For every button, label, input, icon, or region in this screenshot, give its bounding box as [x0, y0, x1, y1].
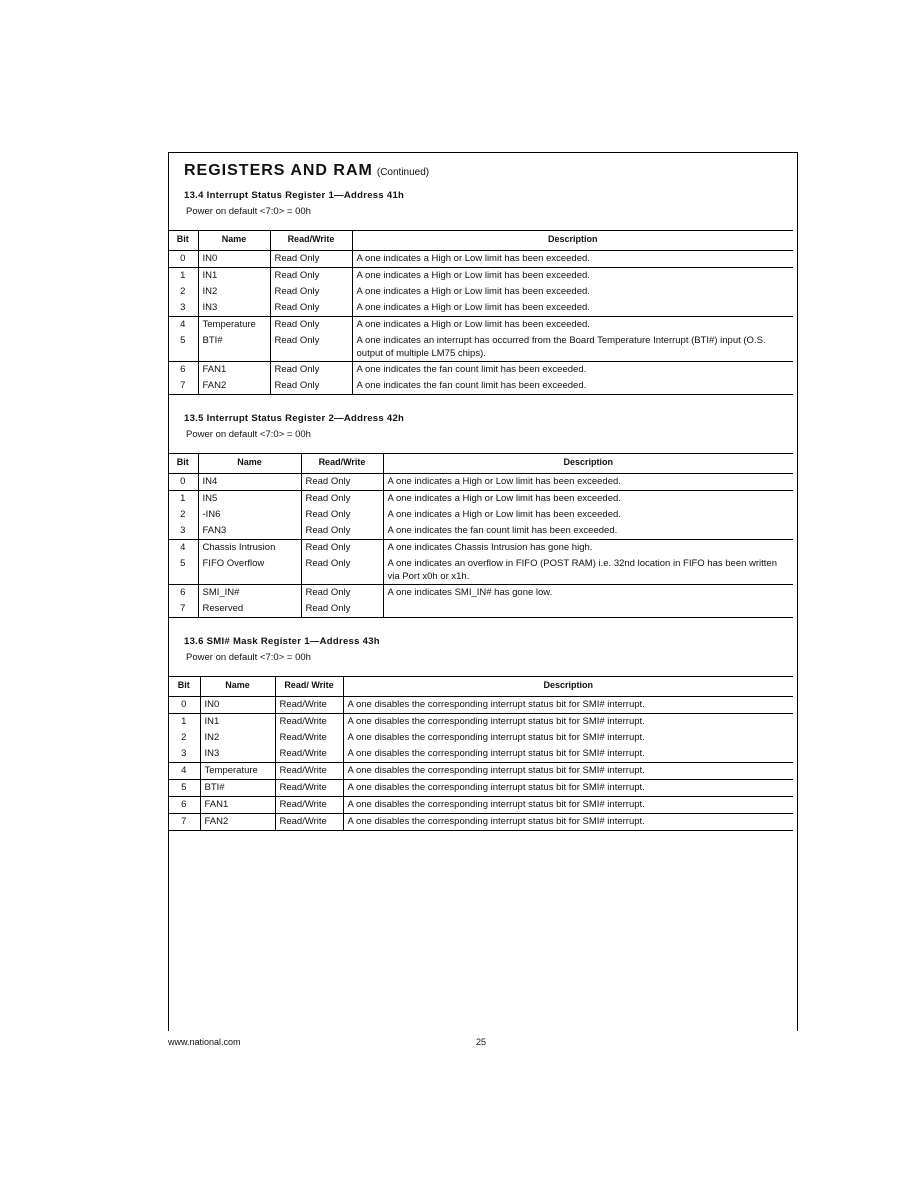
cell-name: SMI_IN# — [198, 585, 301, 602]
cell-rw: Read Only — [270, 268, 352, 285]
section-heading: 13.4 Interrupt Status Register 1—Address 41h — [184, 190, 405, 201]
cell-bit: 5 — [180, 558, 186, 569]
cell-rw: Read/Write — [275, 714, 343, 731]
cell-rw: Read Only — [270, 333, 352, 362]
table-row — [168, 797, 793, 814]
cell-rw: Read Only — [301, 540, 383, 557]
table-row — [168, 300, 793, 317]
cell-bit: 5 — [168, 780, 200, 797]
table-row — [168, 491, 793, 508]
table-row — [168, 333, 793, 362]
cell-name: Temperature — [200, 763, 275, 780]
cell-name: -IN6 — [198, 507, 301, 523]
cell-rw: Read Only — [301, 601, 383, 618]
table-row — [168, 474, 793, 491]
table-row — [168, 730, 793, 746]
cell-name: Chassis Intrusion — [198, 540, 301, 557]
column-header-desc: Description — [352, 231, 793, 251]
cell-bit: 5 — [180, 335, 186, 346]
cell-name: IN0 — [200, 697, 275, 714]
table-row — [168, 540, 793, 557]
cell-rw: Read Only — [301, 523, 383, 540]
table-header-row — [168, 454, 793, 474]
cell-desc: A one disables the corresponding interrupt status bit for SMI# interrupt. — [343, 780, 793, 797]
power-on-default: Power on default <7:0> = 00h — [186, 206, 311, 217]
cell-desc: A one disables the corresponding interrupt status bit for SMI# interrupt. — [343, 730, 793, 746]
power-on-default: Power on default <7:0> = 00h — [186, 429, 311, 440]
cell-desc: A one indicates a High or Low limit has been exceeded. — [383, 474, 793, 491]
cell-rw: Read Only — [270, 300, 352, 317]
cell-desc: A one disables the corresponding interrupt status bit for SMI# interrupt. — [343, 814, 793, 831]
cell-bit: 4 — [168, 540, 198, 557]
cell-desc: A one indicates Chassis Intrusion has gone high. — [383, 540, 793, 557]
cell-rw: Read Only — [301, 556, 383, 585]
cell-desc: A one disables the corresponding interrupt status bit for SMI# interrupt. — [343, 697, 793, 714]
cell-desc: A one disables the corresponding interrupt status bit for SMI# interrupt. — [343, 746, 793, 763]
cell-bit: 1 — [168, 268, 198, 285]
cell-rw: Read Only — [301, 491, 383, 508]
title-continued: (Continued) — [376, 167, 430, 178]
register-table — [168, 453, 793, 618]
table-row — [168, 714, 793, 731]
cell-bit: 1 — [168, 714, 200, 731]
section-heading: 13.5 Interrupt Status Register 2—Address 42h — [184, 413, 405, 424]
cell-desc: A one disables the corresponding interrupt status bit for SMI# interrupt. — [343, 763, 793, 780]
table-row — [168, 601, 793, 618]
column-header-name: Name — [198, 231, 270, 251]
column-header-bit: Bit — [168, 677, 200, 697]
footer-page-number: 25 — [476, 1037, 487, 1047]
table-row — [168, 251, 793, 268]
page-title: REGISTERS AND RAM (Continued) — [184, 162, 430, 179]
cell-rw: Read/Write — [275, 797, 343, 814]
cell-name: FAN2 — [200, 814, 275, 831]
cell-name: IN4 — [198, 474, 301, 491]
cell-desc: A one indicates the fan count limit has been exceeded. — [352, 378, 793, 395]
cell-desc: A one indicates SMI_IN# has gone low. — [383, 585, 793, 602]
table-row — [168, 378, 793, 395]
table-header-row — [168, 677, 793, 697]
cell-name: IN2 — [200, 730, 275, 746]
cell-bit: 4 — [168, 763, 200, 780]
cell-rw: Read Only — [270, 251, 352, 268]
cell-desc: A one disables the corresponding interrupt status bit for SMI# interrupt. — [343, 714, 793, 731]
column-header-name: Name — [198, 454, 301, 474]
cell-rw: Read Only — [270, 284, 352, 300]
cell-bit: 3 — [180, 302, 186, 313]
column-header-desc: Description — [383, 454, 793, 474]
cell-desc: A one indicates a High or Low limit has been exceeded. — [352, 284, 793, 300]
cell-bit: 0 — [181, 699, 187, 710]
cell-desc: A one indicates the fan count limit has been exceeded. — [383, 523, 793, 540]
cell-bit: 3 — [180, 525, 186, 536]
cell-name: IN0 — [198, 251, 270, 268]
cell-desc: A one indicates an interrupt has occurred from the Board Temperature Interrupt (BTI#) input (O.S. output of multiple LM75 chips). — [352, 333, 793, 362]
cell-bit: 0 — [180, 476, 186, 487]
cell-bit: 6 — [168, 797, 200, 814]
cell-name: FAN2 — [198, 378, 270, 395]
cell-desc: A one indicates a High or Low limit has been exceeded. — [383, 507, 793, 523]
cell-name: Reserved — [198, 601, 301, 618]
cell-rw: Read Only — [301, 507, 383, 523]
table-row — [168, 362, 793, 379]
cell-rw: Read Only — [270, 378, 352, 395]
cell-name: FIFO Overflow — [198, 556, 301, 585]
cell-rw: Read/Write — [275, 746, 343, 763]
register-table — [168, 230, 793, 395]
cell-bit: 0 — [180, 253, 186, 264]
cell-desc: A one indicates a High or Low limit has been exceeded. — [352, 268, 793, 285]
cell-bit: 6 — [168, 362, 198, 379]
cell-name: FAN3 — [198, 523, 301, 540]
cell-rw: Read/Write — [275, 814, 343, 831]
table-row — [168, 284, 793, 300]
table-row — [168, 556, 793, 585]
table-row — [168, 317, 793, 334]
column-header-rw: Read/Write — [270, 231, 352, 251]
cell-name: FAN1 — [198, 362, 270, 379]
cell-name: BTI# — [198, 333, 270, 362]
table-row — [168, 780, 793, 797]
cell-bit: 7 — [168, 378, 198, 395]
cell-bit: 7 — [168, 601, 198, 618]
cell-rw: Read Only — [301, 585, 383, 602]
cell-bit: 7 — [168, 814, 200, 831]
cell-bit: 6 — [168, 585, 198, 602]
cell-name: IN3 — [200, 746, 275, 763]
table-row — [168, 585, 793, 602]
column-header-bit: Bit — [168, 454, 198, 474]
cell-desc: A one indicates an overflow in FIFO (POST RAM) i.e. 32nd location in FIFO has been written via Port x0h or x1h. — [383, 556, 793, 585]
column-header-rw: Read/Write — [301, 454, 383, 474]
cell-bit: 2 — [180, 286, 186, 297]
column-header-rw: Read/ Write — [275, 677, 343, 697]
table-row — [168, 763, 793, 780]
cell-name: IN5 — [198, 491, 301, 508]
column-header-desc: Description — [343, 677, 793, 697]
cell-name: BTI# — [200, 780, 275, 797]
cell-rw: Read Only — [270, 317, 352, 334]
power-on-default: Power on default <7:0> = 00h — [186, 652, 311, 663]
cell-rw: Read/Write — [275, 763, 343, 780]
register-table — [168, 676, 793, 831]
cell-bit: 2 — [181, 732, 187, 743]
table-row — [168, 746, 793, 763]
cell-name: IN1 — [200, 714, 275, 731]
cell-name: IN3 — [198, 300, 270, 317]
cell-desc: A one indicates a High or Low limit has been exceeded. — [352, 317, 793, 334]
cell-name: FAN1 — [200, 797, 275, 814]
table-row — [168, 697, 793, 714]
cell-desc — [383, 601, 793, 618]
cell-bit: 4 — [168, 317, 198, 334]
cell-rw: Read/Write — [275, 697, 343, 714]
cell-bit: 2 — [180, 509, 186, 520]
cell-bit: 1 — [168, 491, 198, 508]
table-row — [168, 507, 793, 523]
footer-website: www.national.com — [168, 1037, 241, 1047]
cell-rw: Read Only — [301, 474, 383, 491]
cell-name: Temperature — [198, 317, 270, 334]
cell-desc: A one indicates the fan count limit has been exceeded. — [352, 362, 793, 379]
cell-rw: Read/Write — [275, 730, 343, 746]
column-header-name: Name — [200, 677, 275, 697]
cell-desc: A one indicates a High or Low limit has been exceeded. — [383, 491, 793, 508]
cell-name: IN1 — [198, 268, 270, 285]
table-row — [168, 268, 793, 285]
cell-bit: 3 — [181, 748, 187, 759]
cell-rw: Read/Write — [275, 780, 343, 797]
section-heading: 13.6 SMI# Mask Register 1—Address 43h — [184, 636, 380, 647]
column-header-bit: Bit — [168, 231, 198, 251]
table-row — [168, 814, 793, 831]
cell-desc: A one disables the corresponding interrupt status bit for SMI# interrupt. — [343, 797, 793, 814]
table-header-row — [168, 231, 793, 251]
cell-name: IN2 — [198, 284, 270, 300]
cell-desc: A one indicates a High or Low limit has been exceeded. — [352, 251, 793, 268]
table-row — [168, 523, 793, 540]
cell-desc: A one indicates a High or Low limit has been exceeded. — [352, 300, 793, 317]
cell-rw: Read Only — [270, 362, 352, 379]
